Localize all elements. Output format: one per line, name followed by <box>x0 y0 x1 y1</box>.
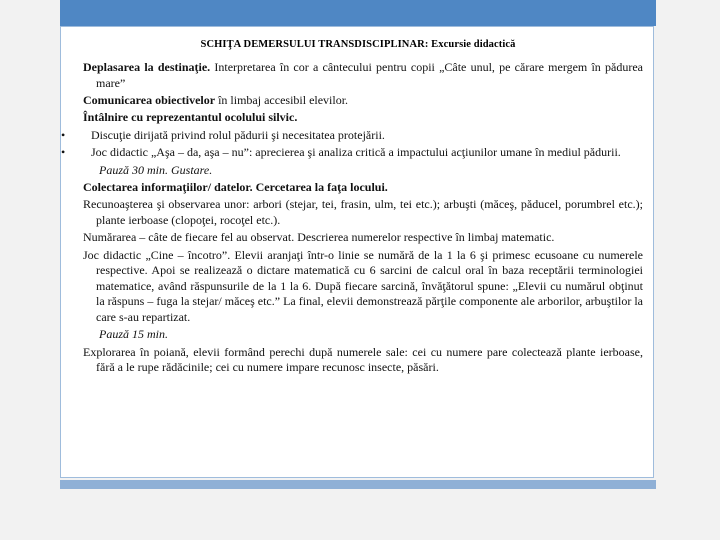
paragraph-deplasare <box>83 60 643 91</box>
paragraph-numararea: Numărarea – câte de fiecare fel au observat. Descrierea numerelor respective în limbaj matematic. <box>83 230 555 245</box>
paragraph-recunoastere: Recunoaşterea şi observarea unor: arbori (stejar, tei, frasin, ulm, tei etc.); arbuşti (măceş, păducel, porumbrel etc.); plante ierboase (clopoţei, rocoţel etc.). <box>83 197 643 227</box>
paragraph-heading: Deplasarea la destinaţie. <box>83 60 211 74</box>
bullet-discutie <box>83 128 643 144</box>
header-band <box>60 0 656 26</box>
pause-note-30: Pauză 30 min. Gustare. <box>99 162 213 177</box>
paragraph-joc-cine-incotro: Joc didactic „Cine – încotro”. Elevii aranjaţi într-o linie se numără de la 1 la 6 şi primesc ecusoane cu numerele respective. Apoi se realizează o dictare matematică cu 6 sarcini de calcul oral în baza receptării terminologiei matematice, având răspunsurile de la 1 la 6. După fiecare sarcină, învăţătorul spune: „Elevii cu numărul obţinut la răspuns – fuga la stejar/ măceş etc.” La final, elevii demonstrează părţile componente ale arborilor, arbuştilor la care s-au repartizat. <box>83 247 643 325</box>
paragraph-text: în limbaj accesibil elevilor. <box>215 92 349 107</box>
bullet-joc-asa-da <box>83 145 643 161</box>
document-body <box>83 60 643 378</box>
paragraph-obiective <box>83 93 643 109</box>
paragraph-heading: Întâlnire cu reprezentantul ocolului silvic. <box>83 110 298 125</box>
pause-note-15: Pauză 15 min. <box>99 327 168 342</box>
bullet-text: • Discuţie dirijată privind rolul pădurii şi necesitatea protejării. <box>91 127 385 142</box>
footer-band <box>60 480 656 489</box>
paragraph-heading: Colectarea informaţiilor/ datelor. Cercetarea la faţa locului. <box>83 179 388 194</box>
paragraph-intalnire <box>83 110 643 126</box>
paragraph-text: Interpretarea în cor a cântecului pentru copii „Câte unul, pe cărare mergem în pădurea mare” <box>96 60 643 90</box>
document-page <box>60 26 654 478</box>
paragraph-colectarea <box>83 180 643 196</box>
bullet-text: • Joc didactic „Aşa – da, aşa – nu”: aprecierea şi analiza critică a impactului acţiunilor umane în mediul pădurii. <box>91 145 621 160</box>
paragraph-explorarea: Explorarea în poiană, elevii formând perechi după numerele sale: cei cu numere pare colectează plante ierboase, fără a le rupe rădăcinile; cei cu numere impare recunosc insecte, păsări. <box>83 344 643 375</box>
document-title: SCHIŢA DEMERSULUI TRANSDISCIPLINAR: Excursie didactică <box>200 39 516 50</box>
paragraph-heading: Comunicarea obiectivelor <box>83 92 216 107</box>
